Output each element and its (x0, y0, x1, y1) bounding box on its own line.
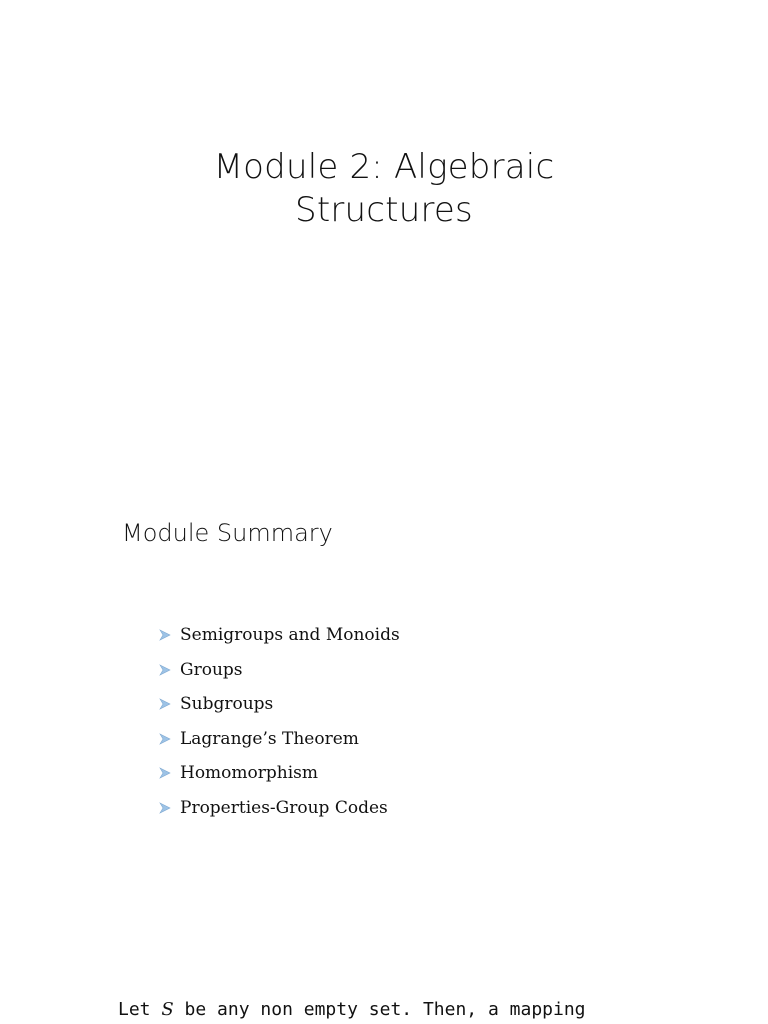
arrow-bullet-icon (158, 628, 172, 642)
math-variable-s: S (161, 999, 174, 1020)
list-item-label: Properties-Group Codes (180, 797, 388, 818)
body-text-line (118, 996, 586, 1024)
list-item (158, 618, 400, 653)
arrow-bullet-icon (158, 663, 172, 677)
title-line-2: Structures (295, 190, 473, 230)
body-text-prefix: Let (118, 999, 162, 1020)
page-title (0, 146, 768, 232)
list-item-label: Groups (180, 659, 243, 680)
arrow-bullet-icon (158, 732, 172, 746)
list-item (158, 722, 400, 757)
list-item-label: Semigroups and Monoids (180, 625, 400, 646)
arrow-bullet-icon (158, 766, 172, 780)
list-item (158, 756, 400, 791)
list-item (158, 653, 400, 688)
section-heading-module-summary: Module Summary (122, 519, 333, 547)
body-text-suffix: be any non empty set. Then, a mapping (173, 999, 586, 1020)
arrow-bullet-icon (158, 801, 172, 815)
list-item (158, 687, 400, 722)
title-line-1: Module 2: Algebraic (213, 147, 555, 187)
list-item (158, 791, 400, 826)
list-item-label: Lagrange’s Theorem (180, 728, 359, 749)
arrow-bullet-icon (158, 697, 172, 711)
list-item-label: Subgroups (180, 694, 274, 715)
list-item-label: Homomorphism (180, 763, 319, 784)
summary-list (158, 618, 400, 825)
